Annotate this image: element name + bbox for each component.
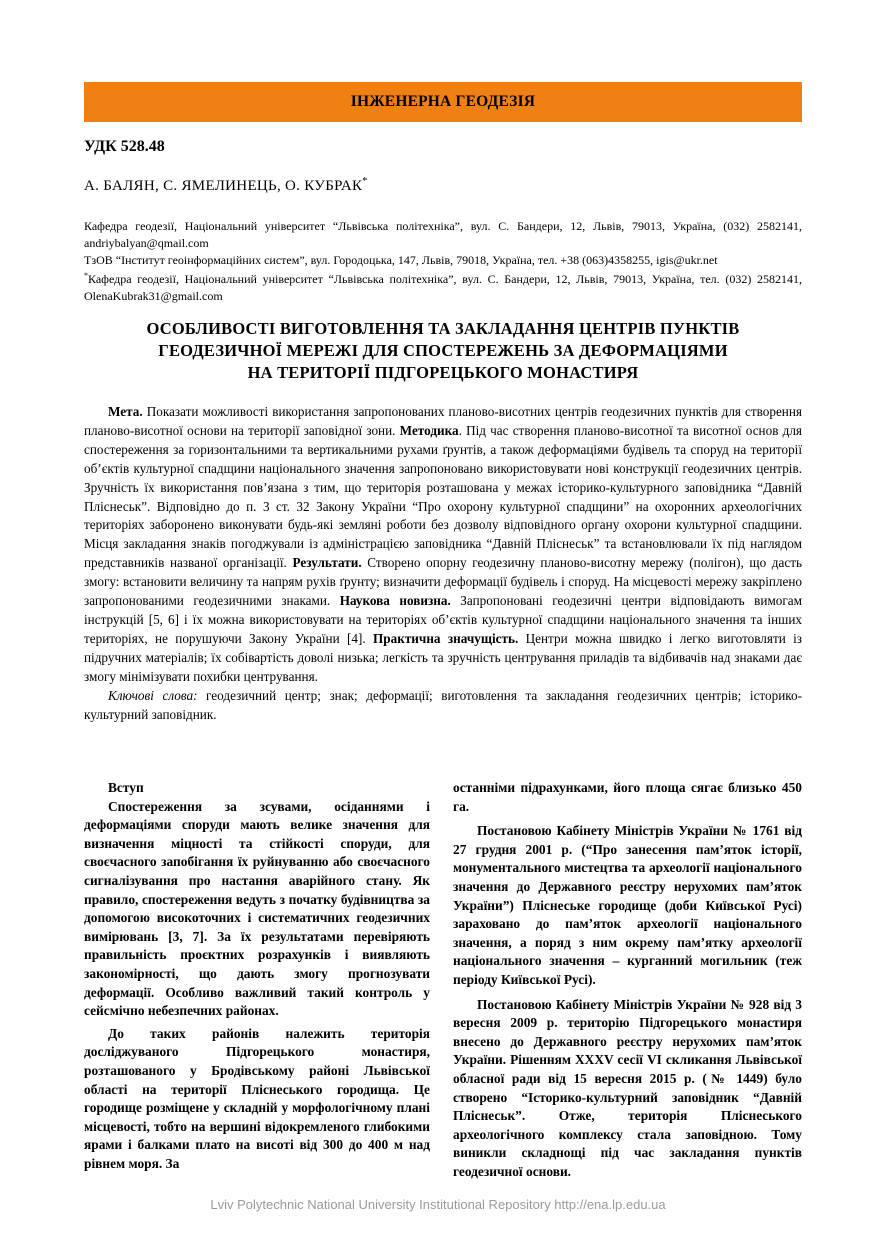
keywords-paragraph xyxy=(84,687,802,725)
affiliation-3-text: Кафедра геодезії, Національний університет “Львівська політехніка”, вул. С. Бандери, 12, Львів, 79013, Україна, тел. (032) 2582141, OlenaKubrak31@gmail.com xyxy=(84,272,802,303)
udk-code: УДК 528.48 xyxy=(84,138,165,155)
novelty-label: Наукова новизна. xyxy=(339,593,451,609)
affiliation-3 xyxy=(84,267,802,305)
body-paragraph: Постановою Кабінету Міністрів України № 1761 від 27 грудня 2001 р. (“Про занесення пам’яток історії, монументального мистецтва та археології національного значення до Державного реєстру нерухомих пам’яток України”) Пліснеське городище (доби Київської Русі) зараховано до пам’яток археології національного значення, а поряд з ним окрему пам’ятку археології національного значення – курганний могильник (теж періоду Київської Русі). xyxy=(453,823,802,987)
body-paragraph: До таких районів належить територія досліджуваного Підгорецького монастиря, розташованого у Бродівському районі Львівської області на території Пліснеського городища. Це городище розміщене у складній у морфологічному плані місцевості, тобто на вершині відокремленого глибокими ярами і балками плато на висоті від 300 до 400 м над рівнем моря. За xyxy=(84,1025,430,1171)
paper-title xyxy=(84,318,802,384)
section-banner xyxy=(84,82,802,122)
right-column xyxy=(453,779,802,1181)
practical-text: Центри можна швидко і легко виготовляти із підручних матеріалів; їх собівартість доволі низька; легкість та зручність центрування приладів та відбивачів над знаками дає змогу мінімізувати похибки центрування. xyxy=(84,630,802,684)
body-paragraph: Постановою Кабінету Міністрів України № 928 від 3 вересня 2009 р. територію Підгорецького монастиря внесено до Державного реєстру нерухомих пам’яток України. Рішенням XXXV сесії VI скликання Львівської обласної ради від 15 вересня 2015 р. (№ 1449) було створено “Історико-культурний заповідник “Давній Пліснеськ”. Отже, територія Пліснеського археологічного комплексу стала заповідною. Тому виникли складнощі під час закладання пунктів геодезичної основи. xyxy=(453,996,802,1179)
results-text: Створено опорну геодезичну планово-висотну мережу (полігон), що дасть змогу: встановити величину та напрям рухів ґрунту; визначити деформації будівель і споруд. На місцевості мережу закріплено запропонованими геодезичними знаками. xyxy=(84,555,802,609)
keywords-label: Ключові слова: xyxy=(108,687,198,703)
section-banner-title: ІНЖЕНЕРНА ГЕОДЕЗІЯ xyxy=(350,93,536,110)
authors-line xyxy=(84,176,368,195)
body-paragraph: Спостереження за зсувами, осіданнями і деформаціями споруди мають велике значення для визначення міцності та стійкості споруди, для своєчасного запобігання їх руйнуванню або своєчасного сигналізування про настання аварійного стану. Як правило, спостереження ведуть з початку будівництва за допомогою високоточних і систематичних геодезичних вимірювань [3, 7]. За їх результатами перевіряють правильність проєктних розрахунків і виявляють закономірності, що дають змогу прогнозувати деформації. Особливо важливий такий контроль у сейсмічно небезпечних районах. xyxy=(84,798,430,1019)
title-line-3: НА ТЕРИТОРІЇ ПІДГОРЕЦЬКОГО МОНАСТИРЯ xyxy=(247,363,639,382)
left-column xyxy=(84,779,430,1173)
repository-footer: Lviv Polytechnic National University Institutional Repository http://ena.lp.edu.ua xyxy=(210,1197,666,1212)
abstract xyxy=(84,403,802,724)
method-label: Методика xyxy=(399,422,459,438)
title-line-1: ОСОБЛИВОСТІ ВИГОТОВЛЕННЯ ТА ЗАКЛАДАННЯ ЦЕНТРІВ ПУНКТІВ xyxy=(146,319,740,338)
body-paragraph: останніми підрахунками, його площа сягає близько 450 га. xyxy=(453,780,802,814)
novelty-text: Запропоновані геодезичні центри відповідають вимогам інструкцій [5, 6] і їх можна використовувати на територіях об’єктів культурної спадщини національного значення та інших територіях, не порушуючи Закону України [4]. xyxy=(84,593,802,646)
goal-text: Показати можливості використання запропонованих планово-висотних центрів геодезичних пунктів для створення планово-висотної основи на території заповідної зони. xyxy=(84,404,802,438)
author-names: А. БАЛЯН, С. ЯМЕЛИНЕЦЬ, О. КУБРАК xyxy=(84,178,363,194)
goal-label: Мета. xyxy=(108,404,143,419)
practical-label: Практична значущість. xyxy=(373,630,519,646)
title-line-2: ГЕОДЕЗИЧНОЇ МЕРЕЖІ ДЛЯ СПОСТЕРЕЖЕНЬ ЗА ДЕФОРМАЦІЯМИ xyxy=(158,341,728,360)
author-footnote-mark: * xyxy=(362,176,368,187)
affiliation-1: Кафедра геодезії, Національний університет “Львівська політехніка”, вул. С. Бандери, 12, Львів, 79013, Україна, (032) 2582141, andriybalyan@qmail.com xyxy=(84,219,802,250)
affiliation-2: ТзОВ “Інститут геоінформаційних систем”, вул. Городоцька, 147, Львів, 79018, Україна, тел. +38 (063)4358255, igis@ukr.net xyxy=(84,253,718,267)
results-label: Результати. xyxy=(292,555,362,571)
method-text: . Під час створення планово-висотної та висотної основ для спостереження за горизонтальними та вертикальними рухами ґрунтів, а також деформаціями будівель та споруд на території об’єктів культурної спадщини національного значення запропоновано використовувати нові конструкції геодезичних центрів. Зручність їх використання пов’язана з тим, що територія розташована у межах історико-культурного заповідника “Давній Пліснеськ”. Відповідно до п. 3 ст. 32 Закону України “Про охорону культурної спадщини” на охоронних археологічних територіях заборонено виконувати будь-які земляні роботи без дозволу відповідного органу охорони культурної спадщини. Місця закладання знаків погоджували із адміністрацією заповідника “Давній Пліснеськ” та встановлювали їх під наглядом представників названої організації. xyxy=(84,422,802,571)
section-heading: Вступ xyxy=(108,780,144,795)
keywords-text: геодезичний центр; знак; деформації; виготовлення та закладання геодезичних центрів; історико-культурний заповідник. xyxy=(84,687,802,722)
affiliation-mark: * xyxy=(84,271,88,280)
abstract-paragraph xyxy=(84,403,802,687)
